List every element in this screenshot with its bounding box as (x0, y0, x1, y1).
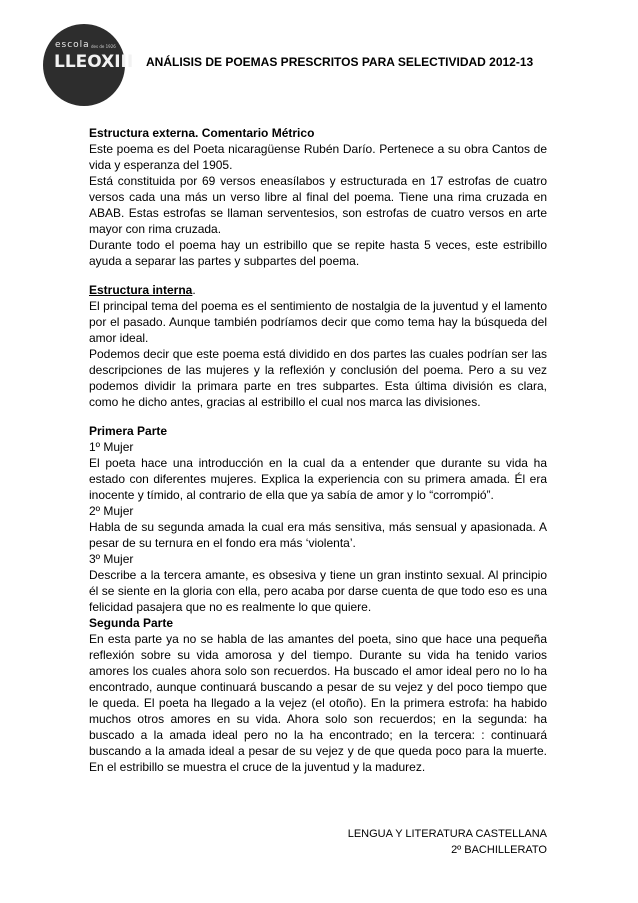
paragraph: En esta parte ya no se habla de las amantes del poeta, sino que hace una pequeña reflexión sobre su vida amorosa y del tiempo. Durante su vida ha tenido varios amores los cuales ahora solo son recuerdos. Ha buscado el amor ideal pero no lo ha encontrado, aunque continuará buscando a pesar de su vejez y del poco tiempo que le queda. El poeta ha llegado a la vejez (el otoño). En la primera estrofa: ha habido muchos otros amores en su vida. Ahora solo son recuerdos; en la segunda: ha buscado a la amada ideal pero no la ha encontrado; en la tercera: : continuará buscando a la amada ideal a pesar de su vejez y de que queda poco para la muerte. En el estribillo se muestra el cruce de la juventud y la madurez. (89, 632, 547, 774)
page-footer (348, 826, 547, 858)
section-heading-interna: Estructura interna (89, 283, 193, 297)
heading-period: . (192, 283, 196, 297)
section-heading-primera: Primera Parte (89, 424, 168, 438)
section-segunda-parte (89, 615, 547, 775)
document-body (89, 125, 547, 788)
paragraph: Durante todo el poema hay un estribillo que se repite hasta 5 veces, este estribillo ayuda a separar las partes y subpartes del poema. (89, 238, 547, 268)
section-estructura-externa (89, 125, 547, 269)
section-heading-externa: Estructura externa. Comentario Métrico (89, 126, 315, 140)
subheading-mujer-1: 1º Mujer (89, 440, 134, 454)
paragraph: Está constituida por 69 versos eneasílabos y estructurada en 17 estrofas de cuatro versos cada una más un verso libre al final del poema. Tiene una rima cruzada en ABAB. Estas estrofas se llaman serventesios, son estrofas de cuatro versos en arte mayor con rima cruzada. (89, 174, 547, 236)
footer-subject: LENGUA Y LITERATURA CASTELLANA (347, 828, 547, 840)
subheading-mujer-2: 2º Mujer (89, 504, 134, 518)
paragraph: El poeta hace una introducción en la cual da a entender que durante su vida ha estado con diferentes mujeres. Explica la experiencia con su primera amada. Él era inocente y tímido, al contrario de ella que ya sabía de amor y lo “corrompió”. (89, 456, 547, 502)
paragraph: Habla de su segunda amada la cual era más sensitiva, más sensual y apasionada. A pesar de su ternura en el fondo era más ‘violenta’. (89, 520, 547, 550)
paragraph: Describe a la tercera amante, es obsesiva y tiene un gran instinto sexual. Al principio él se siente en la gloria con ella, pero acaba por darse cuenta de que todo eso es una felicidad pasajera que no es realmente lo que quiere. (89, 568, 547, 614)
paragraph: Este poema es del Poeta nicaragüense Rubén Darío. Pertenece a su obra Cantos de vida y esperanza del 1905. (89, 142, 547, 172)
paragraph: Podemos decir que este poema está dividido en dos partes las cuales podrían ser las descripciones de las mujeres y la reflexión y conclusión del poema. Pero a su vez podemos dividir la primara parte en tres subpartes. Esta última división es clara, como he dicho antes, gracias al estribillo el cual nos marca las divisiones. (89, 347, 547, 409)
subheading-mujer-3: 3º Mujer (89, 552, 134, 566)
school-logo (43, 24, 134, 106)
logo-name-text: LLEOXIII (54, 52, 134, 72)
page-header-title: ANÁLISIS DE POEMAS PRESCRITOS PARA SELECTIVIDAD 2012-13 (146, 55, 534, 69)
section-estructura-interna (89, 282, 547, 410)
footer-course: 2º BACHILLERATO (451, 844, 547, 856)
section-heading-segunda: Segunda Parte (89, 616, 174, 630)
logo-escola-text: escola (55, 40, 90, 50)
section-primera-parte (89, 423, 547, 615)
logo-since-text: des de 1926 (91, 44, 116, 49)
section-heading-interna-wrapper (89, 282, 547, 298)
paragraph: El principal tema del poema es el sentimiento de nostalgia de la juventud y el lamento por el pasado. Aunque también podríamos decir que como tema hay la búsqueda del amor ideal. (89, 299, 547, 345)
